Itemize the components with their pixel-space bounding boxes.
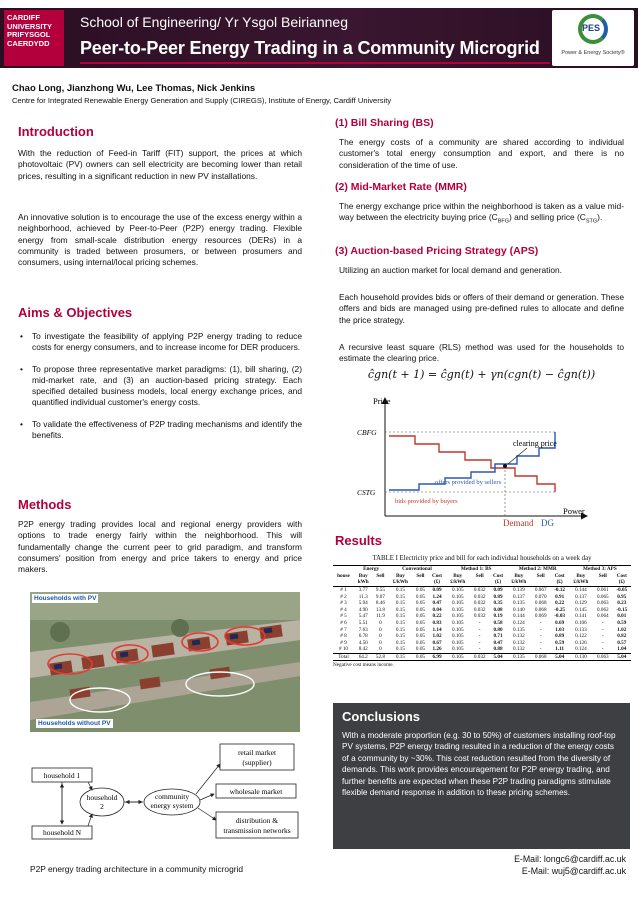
table-cell: 0.061	[596, 587, 609, 594]
table-cell: 0.124	[575, 646, 587, 653]
aims-title: Aims & Objectives	[18, 305, 133, 320]
table-cell: 0.070	[534, 593, 547, 600]
cbfg-label: CBFG	[357, 428, 377, 437]
table-cell: 0.105	[451, 633, 464, 640]
introduction-paragraph-2: An innovative solution is to encourage the use of the excess energy within a neighborhood, achieved by Peer-to-Peer (P2P) energy trading. Flexible energy from small-scale distribution energy resources (DERs) in a community is traded between prosumers, or between prosumers and consumers, using internal/local pricing schemes.	[18, 212, 302, 268]
community-label-1: community	[154, 792, 190, 801]
table-cell: 0.063	[593, 653, 613, 661]
table-cell: -0.15	[616, 606, 628, 613]
ieee-pes-logo	[552, 10, 634, 66]
table-cell: 1.11	[555, 646, 565, 653]
table-unit-header	[333, 579, 354, 586]
offers-label: offers provided by sellers	[435, 479, 502, 486]
pes-logo-text: PES	[582, 23, 601, 33]
table-column-header: Sell	[376, 572, 385, 579]
photo-label-with-pv: Households with PV	[34, 595, 97, 602]
table-cell: 0.105	[451, 639, 464, 646]
results-title: Results	[335, 533, 382, 548]
pes-logo-subtitle: Power & Energy Society®	[561, 50, 625, 56]
table-header-cell	[333, 566, 354, 573]
table-group-header: Method 1: BS	[446, 566, 507, 573]
table-cell: 0.105	[451, 600, 464, 607]
table-cell: 0.105	[446, 653, 470, 661]
table-unit-header: (£)	[489, 579, 506, 586]
table-column-header-row	[333, 573, 631, 580]
table-cell: 13.8	[375, 606, 385, 613]
table-unit-header: £/kWh	[388, 579, 412, 586]
table-cell: 0.15	[395, 593, 405, 600]
table-cell: 0.139	[512, 587, 525, 594]
table-column-header: Sell	[475, 572, 484, 579]
table-cell: # 5	[340, 613, 347, 620]
table-cell: 0.80	[493, 626, 503, 633]
table-cell: 0.032	[473, 593, 486, 600]
table-column-header: Buy	[395, 572, 405, 579]
aims-list	[18, 331, 302, 451]
table-cell: 0.89	[493, 593, 503, 600]
table-cell: 0.063	[596, 600, 609, 607]
results-table	[333, 565, 631, 661]
table-cell: 0.065	[596, 593, 609, 600]
table-cell: 0.032	[473, 587, 486, 594]
email-1[interactable]: E-Mail: longc6@cardiff.ac.uk	[514, 854, 626, 864]
table-cell: 6.78	[358, 633, 368, 640]
table-cell: 1.04	[617, 646, 627, 653]
household-1-label: household 1	[43, 771, 81, 780]
table-cell: 0	[379, 626, 382, 633]
logo-line: UNIVERSITY	[7, 21, 53, 31]
table-cell: 0.05	[415, 613, 425, 620]
table-cell: 0.71	[493, 633, 503, 640]
table-column-header: Sell	[598, 572, 607, 579]
table-cell: -	[539, 639, 542, 646]
table-cell: -	[478, 633, 481, 640]
table-cell: 0.062	[596, 606, 609, 613]
table-cell: 11.3	[358, 593, 368, 600]
table-caption: TABLE I Electricity price and bill for each individual households on a week day	[372, 555, 592, 562]
table-cell: 1.02	[432, 633, 442, 640]
table-unit-header	[413, 579, 429, 586]
table-row	[333, 613, 631, 620]
table-cell: 0.068	[534, 606, 547, 613]
table-cell: 0.35	[493, 600, 503, 607]
table-cell: 0.15	[395, 639, 405, 646]
table-cell: 0	[379, 639, 382, 646]
table-row	[333, 633, 631, 640]
table-column-header: Buy	[576, 572, 586, 579]
table-cell: 0.15	[395, 606, 405, 613]
table-cell: # 4	[340, 606, 347, 613]
logo-line: PRIFYSGOL	[7, 30, 51, 40]
aps-paragraph-3: A recursive least square (RLS) method was used for the households to estimate the clearing price.	[339, 342, 624, 364]
table-cell: 0.135	[512, 600, 525, 607]
mmr-sub-bfg: BFG	[497, 218, 510, 225]
table-cell: -	[539, 620, 542, 627]
table-cell: 0.22	[432, 613, 442, 620]
table-cell: 0.83	[432, 620, 442, 627]
table-cell: 5.04	[489, 653, 506, 661]
table-cell: 64.2	[354, 653, 373, 661]
table-cell: # 8	[340, 633, 347, 640]
table-cell: -	[539, 633, 542, 640]
table-cell: 0.135	[507, 653, 531, 661]
household-2-label-2: 2	[100, 802, 104, 811]
table-cell: 0.08	[493, 606, 503, 613]
table-cell: # 9	[340, 639, 347, 646]
table-cell: 0.59	[617, 620, 627, 627]
architecture-caption: P2P energy trading architecture in a community microgrid	[30, 864, 244, 874]
conclusions-box	[333, 703, 630, 849]
table-cell: 0.105	[451, 613, 464, 620]
table-cell: 0.135	[512, 626, 525, 633]
aims-item: • To propose three representative market paradigms: (1), bill sharing, (2) mid-market rate, and (3) an auction-based pricing strategy. Each specified detailed business models, local energy exchange prices, and quantified individual customer's energy costs.	[18, 364, 302, 409]
table-cell: 1.26	[432, 646, 442, 653]
mmr-text-b: ) and selling price (C	[509, 212, 586, 223]
table-cell: 0.15	[388, 653, 412, 661]
results-table-body	[333, 586, 631, 661]
table-cell: 0.106	[575, 620, 587, 627]
table-cell: 1.03	[555, 626, 565, 633]
table-column-header: house	[337, 572, 350, 579]
table-cell: 0.47	[432, 600, 442, 607]
table-group-header: Method 3: APS	[569, 566, 631, 573]
table-cell: # 3	[340, 600, 347, 607]
poster-header	[0, 0, 638, 76]
mmr-text-c: ).	[597, 212, 603, 223]
introduction-title: Introduction	[18, 124, 94, 139]
table-cell: # 1	[340, 587, 347, 594]
table-cell: 8.42	[358, 646, 368, 653]
demand-legend: Demand	[503, 518, 534, 528]
table-cell: 0.05	[413, 653, 429, 661]
retail-label-1: retail market	[237, 748, 277, 757]
table-cell: 0.064	[596, 613, 609, 620]
table-cell: 9.07	[375, 593, 385, 600]
table-cell: 0.05	[415, 626, 425, 633]
photo-label-without-pv: Households without PV	[38, 720, 111, 727]
table-note: Negative cost means income.	[333, 662, 394, 669]
table-cell: 0.032	[470, 653, 490, 661]
table-cell: 0.57	[617, 639, 627, 646]
table-row	[333, 600, 631, 607]
table-cell: 0.15	[395, 646, 405, 653]
table-row	[333, 626, 631, 633]
table-cell: 0.01	[617, 613, 627, 620]
table-cell: 0	[379, 620, 382, 627]
dg-legend: DG	[541, 518, 554, 528]
introduction-paragraph-1: With the reduction of Feed-in Tariff (FIT) support, the prices at which photovoltaic (PV) owners can sell electricity are becoming lower than retail prices, resulting in a significant reduction in new PV installations.	[18, 148, 302, 181]
table-cell: 0.105	[451, 626, 464, 633]
affiliation: Centre for Integrated Renewable Energy Generation and Supply (CIREGS), Institute of Energy, Cardiff University	[12, 96, 392, 105]
email-2[interactable]: E-Mail: wuj5@cardiff.ac.uk	[521, 866, 626, 876]
table-unit-header	[470, 579, 490, 586]
bill-sharing-text: The energy costs of a community are shared according to individual customer's total energy consumption and export, and there is no consideration of the time of use.	[339, 137, 624, 170]
table-column-header: Cost	[493, 572, 504, 579]
table-column-header: Cost	[554, 572, 565, 579]
bill-sharing-title: (1) Bill Sharing (BS)	[335, 117, 434, 129]
table-unit-header: £/kWh	[507, 579, 531, 586]
clearing-point	[503, 464, 507, 468]
table-cell: 0.15	[395, 613, 405, 620]
mmr-text-a: The energy exchange price within the neighborhood is taken as a value mid-way between the electricity buying price (C	[339, 201, 624, 223]
table-unit-header-row	[333, 579, 631, 586]
table-cell: 0.069	[534, 613, 547, 620]
table-cell: 0.137	[512, 593, 525, 600]
aerial-photo-households	[30, 592, 300, 732]
table-cell: 9.55	[375, 587, 385, 594]
table-cell: -	[478, 646, 481, 653]
table-cell: 0.82	[617, 633, 627, 640]
logo-line: CAERDYDD	[7, 38, 50, 48]
table-cell: 0.59	[555, 639, 565, 646]
contact-emails	[514, 853, 626, 877]
table-cell: -	[601, 633, 604, 640]
table-column-header: Cost	[431, 572, 443, 579]
table-column-header: Buy	[358, 572, 368, 579]
table-cell: 0.05	[415, 620, 425, 627]
table-row	[333, 653, 631, 661]
table-cell: 4.90	[358, 606, 368, 613]
table-unit-header: (£)	[428, 579, 445, 586]
table-cell: 0.22	[555, 600, 565, 607]
table-cell: 0.105	[451, 646, 464, 653]
table-cell: 0.88	[493, 646, 503, 653]
title-underline	[80, 62, 550, 64]
table-cell: 8.46	[375, 600, 385, 607]
conclusions-text: With a moderate proportion (e.g. 30 to 50%) of customers installing roof-top PV systems, P2P energy trading resulted in a reduction of the energy costs of a community by ~30%. This cost reduction resulted from the diversity of demands. This work provides encouragement for P2P energy trading, and further benefits are expected when these P2P trading paradigms stimulate flexible demand response in addition to these pricing schemes.	[342, 731, 616, 798]
table-cell: -0.12	[554, 587, 566, 594]
aps-paragraph-2: Each household provides bids or offers of their demand or generation. These offers and bids are managed using pre-defined rules to allocate and define the price strategy.	[339, 292, 624, 325]
table-cell: 0.130	[569, 653, 593, 661]
table-cell: 0.137	[575, 593, 587, 600]
table-cell: 0.04	[432, 606, 442, 613]
p2p-architecture-diagram	[30, 740, 300, 840]
table-cell: -	[539, 626, 542, 633]
table-cell: 3.77	[358, 587, 368, 594]
table-cell: 0.05	[415, 587, 425, 594]
table-unit-header	[531, 579, 551, 586]
table-cell: 5.04	[550, 653, 568, 661]
table-cell: 0.05	[415, 606, 425, 613]
household-n-label: household N	[42, 828, 82, 837]
conclusions-title: Conclusions	[342, 709, 421, 724]
table-cell: 0.105	[451, 593, 464, 600]
table-cell: 0	[379, 633, 382, 640]
table-cell: 0.126	[575, 639, 587, 646]
table-cell: -	[601, 646, 604, 653]
table-cell: 0.133	[575, 626, 587, 633]
table-column-header: Sell	[536, 572, 545, 579]
methods-title: Methods	[18, 497, 72, 512]
table-unit-header	[372, 579, 388, 586]
table-cell: 5.51	[358, 620, 368, 627]
table-cell: 0.032	[473, 613, 486, 620]
table-cell: 0.19	[493, 613, 503, 620]
table-cell: 5.04	[613, 653, 631, 661]
community-label-2: energy system	[150, 801, 194, 810]
table-cell: -0.05	[616, 587, 628, 594]
table-group-header: Method 2: MMR	[507, 566, 569, 573]
table-cell: 0.05	[415, 639, 425, 646]
table-cell: 0.068	[531, 653, 551, 661]
table-cell: -	[478, 626, 481, 633]
cstg-label: CSTG	[357, 488, 376, 497]
table-cell: 0.132	[512, 633, 525, 640]
table-cell: -	[478, 620, 481, 627]
table-cell: 0.23	[617, 600, 627, 607]
table-cell: 0.122	[575, 633, 587, 640]
table-row	[333, 586, 631, 593]
table-cell: 0.15	[395, 633, 405, 640]
table-cell: 0.124	[512, 620, 525, 627]
table-column-header: Cost	[616, 572, 627, 579]
table-row	[333, 593, 631, 600]
table-cell: 6.99	[428, 653, 445, 661]
table-column-header: Buy	[453, 572, 463, 579]
retail-label-2: (supplier)	[242, 758, 272, 767]
mmr-sub-stg: STG	[585, 218, 598, 225]
table-cell: 5.47	[358, 613, 368, 620]
mmr-title: (2) Mid-Market Rate (MMR)	[335, 181, 467, 193]
table-cell: 0.89	[555, 633, 565, 640]
table-row	[333, 646, 631, 653]
school-name: School of Engineering/ Yr Ysgol Beirianneg	[80, 14, 348, 30]
table-cell: 0.105	[451, 620, 464, 627]
table-cell: 1.02	[617, 626, 627, 633]
table-unit-header	[593, 579, 613, 586]
table-cell: 0.05	[415, 600, 425, 607]
table-cell: 7.63	[358, 626, 368, 633]
table-cell: 0.05	[415, 633, 425, 640]
bids-label: bids provided by buyers	[395, 498, 458, 505]
table-cell: 11.9	[375, 613, 385, 620]
table-cell: 1.24	[432, 593, 442, 600]
table-cell: -0.25	[554, 606, 566, 613]
household-2-label-1: household	[86, 793, 118, 802]
table-cell: Total	[333, 653, 354, 661]
table-cell: -	[601, 620, 604, 627]
table-cell: -	[601, 626, 604, 633]
table-cell: 0.068	[534, 600, 547, 607]
power-axis-label: Power	[563, 506, 585, 516]
table-cell: 0.09	[493, 587, 503, 594]
authors: Chao Long, Jianzhong Wu, Lee Thomas, Nick Jenkins	[12, 83, 256, 94]
table-group-header: Energy	[354, 566, 388, 573]
aps-paragraph-1: Utilizing an auction market for local demand and generation.	[339, 265, 562, 275]
table-group-header-row	[333, 566, 631, 573]
table-cell: 1.14	[432, 626, 442, 633]
table-column-header: Buy	[514, 572, 524, 579]
table-row	[333, 640, 631, 647]
table-cell: 52.8	[372, 653, 388, 661]
aims-item: • To investigate the feasibility of applying P2P energy trading to reduce costs for energy consumers, and to increase income for DER producers.	[18, 331, 302, 354]
table-cell: 0.144	[512, 613, 525, 620]
methods-paragraph: P2P energy trading provides local and regional energy providers with options to trade energy fairly within the neighborhood. This will fundamentally change the current peer to grid paradigm, and transform consumers' position from energy and price takers to energy and price makers.	[18, 519, 302, 575]
auction-price-chart	[355, 392, 595, 532]
poster-title: Peer-to-Peer Energy Trading in a Community Microgrid	[80, 38, 540, 58]
aerial-photo-drawing	[30, 592, 300, 732]
table-unit-header: £/kWh	[569, 579, 593, 586]
distribution-label-2: transmission networks	[223, 826, 291, 835]
table-cell: 0.91	[555, 593, 565, 600]
table-cell: 0.67	[432, 639, 442, 646]
table-cell: 0.58	[493, 620, 503, 627]
table-group-header: Conventional	[388, 566, 445, 573]
table-cell: -	[539, 646, 542, 653]
table-cell: 0.15	[395, 620, 405, 627]
rls-equation: ĉgn(t + 1) = ĉgn(t) + γn(cgn(t) − ĉgn(t))	[367, 368, 596, 381]
table-cell: 0.132	[512, 639, 525, 646]
aims-item: • To validate the effectiveness of P2P trading mechanisms and identify the benefits.	[18, 419, 302, 442]
mmr-text	[339, 201, 624, 228]
table-cell: # 10	[338, 646, 349, 653]
wholesale-label: wholesale market	[229, 787, 283, 796]
table-cell: 0.15	[395, 587, 405, 594]
table-cell: # 7	[340, 626, 347, 633]
table-cell: 0.141	[575, 613, 587, 620]
table-cell: 0.032	[473, 600, 486, 607]
table-cell: 0.067	[534, 587, 547, 594]
table-cell: 4.50	[358, 639, 368, 646]
table-cell: 0.132	[512, 646, 525, 653]
table-cell: 0.145	[575, 606, 587, 613]
table-cell: 0	[379, 646, 382, 653]
aps-title: (3) Auction-based Pricing Strategy (APS)	[335, 245, 539, 257]
clearing-price-label: clearing price	[513, 439, 557, 448]
table-cell: 0.105	[451, 587, 464, 594]
table-column-header: Sell	[416, 572, 425, 579]
table-cell: 0.140	[512, 606, 525, 613]
price-axis-label: Price	[373, 396, 391, 406]
table-cell: -	[601, 639, 604, 646]
cardiff-university-logo	[4, 10, 64, 66]
table-cell: 0.15	[395, 626, 405, 633]
table-cell: 0.05	[415, 593, 425, 600]
table-cell: 0.69	[555, 620, 565, 627]
table-unit-header: £/kWh	[446, 579, 470, 586]
table-cell: -0.03	[554, 613, 566, 620]
table-cell: # 2	[340, 593, 347, 600]
table-unit-header: (£)	[550, 579, 568, 586]
table-cell: 0.95	[617, 593, 627, 600]
logo-line: CARDIFF	[7, 13, 40, 22]
table-row	[333, 607, 631, 614]
table-cell: 0.129	[575, 600, 587, 607]
table-cell: 0.032	[473, 606, 486, 613]
table-cell: 0.05	[415, 646, 425, 653]
table-cell: -	[478, 639, 481, 646]
table-cell: 0.15	[395, 600, 405, 607]
table-cell: 0.47	[493, 639, 503, 646]
results-table-block	[333, 555, 631, 668]
distribution-label-1: distribution &	[235, 816, 279, 825]
table-cell: 0.09	[432, 587, 442, 594]
table-unit-header: kWh	[354, 579, 373, 586]
table-row	[333, 620, 631, 627]
table-cell: 5.94	[358, 600, 368, 607]
table-cell: # 6	[340, 620, 347, 627]
table-unit-header: (£)	[613, 579, 631, 586]
table-cell: 0.105	[451, 606, 464, 613]
table-cell: 0.144	[575, 587, 587, 594]
